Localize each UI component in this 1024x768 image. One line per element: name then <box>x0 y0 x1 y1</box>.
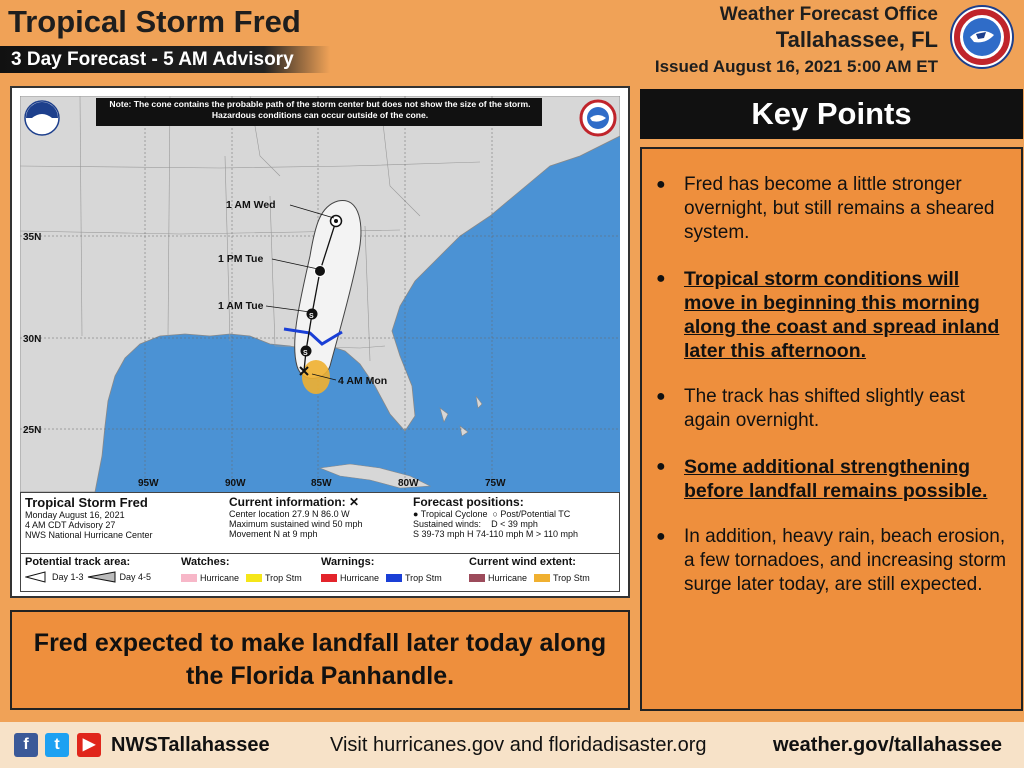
day13-swatch-icon <box>25 571 49 583</box>
office-line1: Weather Forecast Office <box>719 4 938 25</box>
cone-map-graphic <box>20 96 620 492</box>
track-symbol-2: S <box>309 313 314 320</box>
legend-location: Center location 27.9 N 86.0 W <box>229 509 350 519</box>
bullet-icon: ● <box>656 528 666 545</box>
key-points-header <box>640 89 1023 139</box>
visit-websites: Visit hurricanes.gov and floridadisaster.org <box>330 734 707 756</box>
bullet-icon: ● <box>656 458 666 475</box>
legend-post-potential: Post/Potential TC <box>500 509 571 519</box>
legend-current-info: Current information: ✕ Center location 27.9 N 86.0 W Maximum sustained wind 50 mph Movement N at 9 mph <box>229 495 409 539</box>
map-legend <box>20 492 620 592</box>
lon-80w: 80W <box>398 478 419 489</box>
website-link[interactable]: weather.gov/tallahassee <box>772 734 1002 756</box>
landfall-message: Fred expected to make landfall later today along the Florida Panhandle. <box>33 629 607 690</box>
key-point-text: Tropical storm conditions will move in beginning this morning along the coast and spread inland later this afternoon. <box>684 268 1000 362</box>
lat-25n: 25N <box>23 425 42 436</box>
label-1pm-tue: 1 PM Tue <box>218 253 264 265</box>
key-point-2 <box>656 267 1007 363</box>
key-point-4 <box>656 455 1007 503</box>
nws-map-logo-icon <box>581 101 615 135</box>
legend-max-wind: Maximum sustained wind 50 mph <box>229 519 363 529</box>
twitter-icon[interactable]: t <box>45 733 69 757</box>
office-info <box>655 4 938 77</box>
wind-extent <box>302 360 330 394</box>
lon-90w: 90W <box>225 478 246 489</box>
legend-center: NWS National Hurricane Center <box>25 530 153 540</box>
watch-hurricane-swatch <box>181 574 197 582</box>
issued-date: Issued August 16, 2021 5:00 AM ET <box>654 57 938 76</box>
forecast-map <box>20 96 620 492</box>
legend-date: Monday August 16, 2021 <box>25 510 125 520</box>
bullet-icon: ● <box>656 388 666 405</box>
legend-warnings: Warnings: Hurricane Trop Stm <box>321 556 442 583</box>
bullet-icon: ● <box>656 176 666 193</box>
legend-d-wind: D < 39 mph <box>491 519 538 529</box>
map-note: Note: The cone contains the probable path of the storm center but does not show the size of the storm. Hazardous conditions can occur outside of the cone. <box>109 99 531 120</box>
legend-advisory: 4 AM CDT Advisory 27 <box>25 520 116 530</box>
subtitle-bar <box>0 46 330 73</box>
noaa-logo-icon <box>25 101 59 135</box>
lat-35n: 35N <box>23 232 42 243</box>
forecast-cone-panel <box>10 86 630 598</box>
legend-watches: Watches: Hurricane Trop Stm <box>181 556 302 583</box>
bullet-icon: ● <box>656 270 666 287</box>
label-4am-mon: 4 AM Mon <box>338 375 388 387</box>
legend-storm-name: Tropical Storm Fred <box>25 495 148 510</box>
subtitle: 3 Day Forecast - 5 AM Advisory <box>11 49 294 70</box>
footer-bar <box>0 722 1024 768</box>
key-point-5 <box>656 525 1007 597</box>
key-point-text: Some additional strengthening before landfall remains possible. <box>684 456 988 502</box>
legend-forecast-positions: Forecast positions: ● Tropical Cyclone ○ Post/Potential TC Sustained winds: D < 39 mph S 39-73 mph H 74-110 mph M > 110 mph <box>413 495 619 539</box>
watch-tropstm-swatch <box>246 574 262 582</box>
legend-current-heading: Current information: <box>229 495 346 509</box>
key-point-text: In addition, heavy rain, beach erosion, a few tornadoes, and increasing storm surge later today, are still expected. <box>684 526 1007 595</box>
lon-85w: 85W <box>311 478 332 489</box>
landfall-message-box <box>10 610 630 710</box>
key-point-text: The track has shifted slightly east again overnight. <box>684 386 965 431</box>
key-point-3 <box>656 385 1007 433</box>
key-points-box <box>640 147 1023 711</box>
day45-swatch-icon <box>87 571 117 583</box>
nws-logo-icon <box>946 4 1018 70</box>
extent-hurricane-swatch <box>469 574 485 582</box>
label-1am-wed: 1 AM Wed <box>226 199 276 211</box>
extent-tropstm-swatch <box>534 574 550 582</box>
legend-storm-info <box>25 495 225 540</box>
page-title: Tropical Storm Fred <box>8 4 301 39</box>
lat-30n: 30N <box>23 334 42 345</box>
warning-tropstm-swatch <box>386 574 402 582</box>
youtube-icon[interactable]: ▶ <box>77 733 101 757</box>
key-point-1 <box>656 173 1007 245</box>
key-point-text: Fred has become a little stronger overnight, but still remains a sheared system. <box>684 174 995 243</box>
track-symbol-1: S <box>303 350 308 357</box>
key-points-title: Key Points <box>751 96 912 131</box>
legend-shm-wind: S 39-73 mph H 74-110 mph M > 110 mph <box>413 529 579 539</box>
facebook-icon[interactable]: f <box>14 733 38 757</box>
label-1am-tue: 1 AM Tue <box>218 300 264 312</box>
legend-track-area: Potential track area: Day 1-3 Day 4-5 <box>25 556 152 582</box>
lon-95w: 95W <box>138 478 159 489</box>
office-line2: Tallahassee, FL <box>775 27 938 52</box>
social-handle[interactable]: NWSTallahassee <box>111 734 270 756</box>
legend-tropical-cyclone: Tropical Cyclone <box>420 509 488 519</box>
legend-forecast-heading: Forecast positions: <box>413 495 524 509</box>
legend-wind-extent: Current wind extent: Hurricane Trop Stm <box>469 556 590 583</box>
legend-movement: Movement N at 9 mph <box>229 529 318 539</box>
lon-75w: 75W <box>485 478 506 489</box>
warning-hurricane-swatch <box>321 574 337 582</box>
legend-sustained-winds: Sustained winds: <box>413 519 482 529</box>
